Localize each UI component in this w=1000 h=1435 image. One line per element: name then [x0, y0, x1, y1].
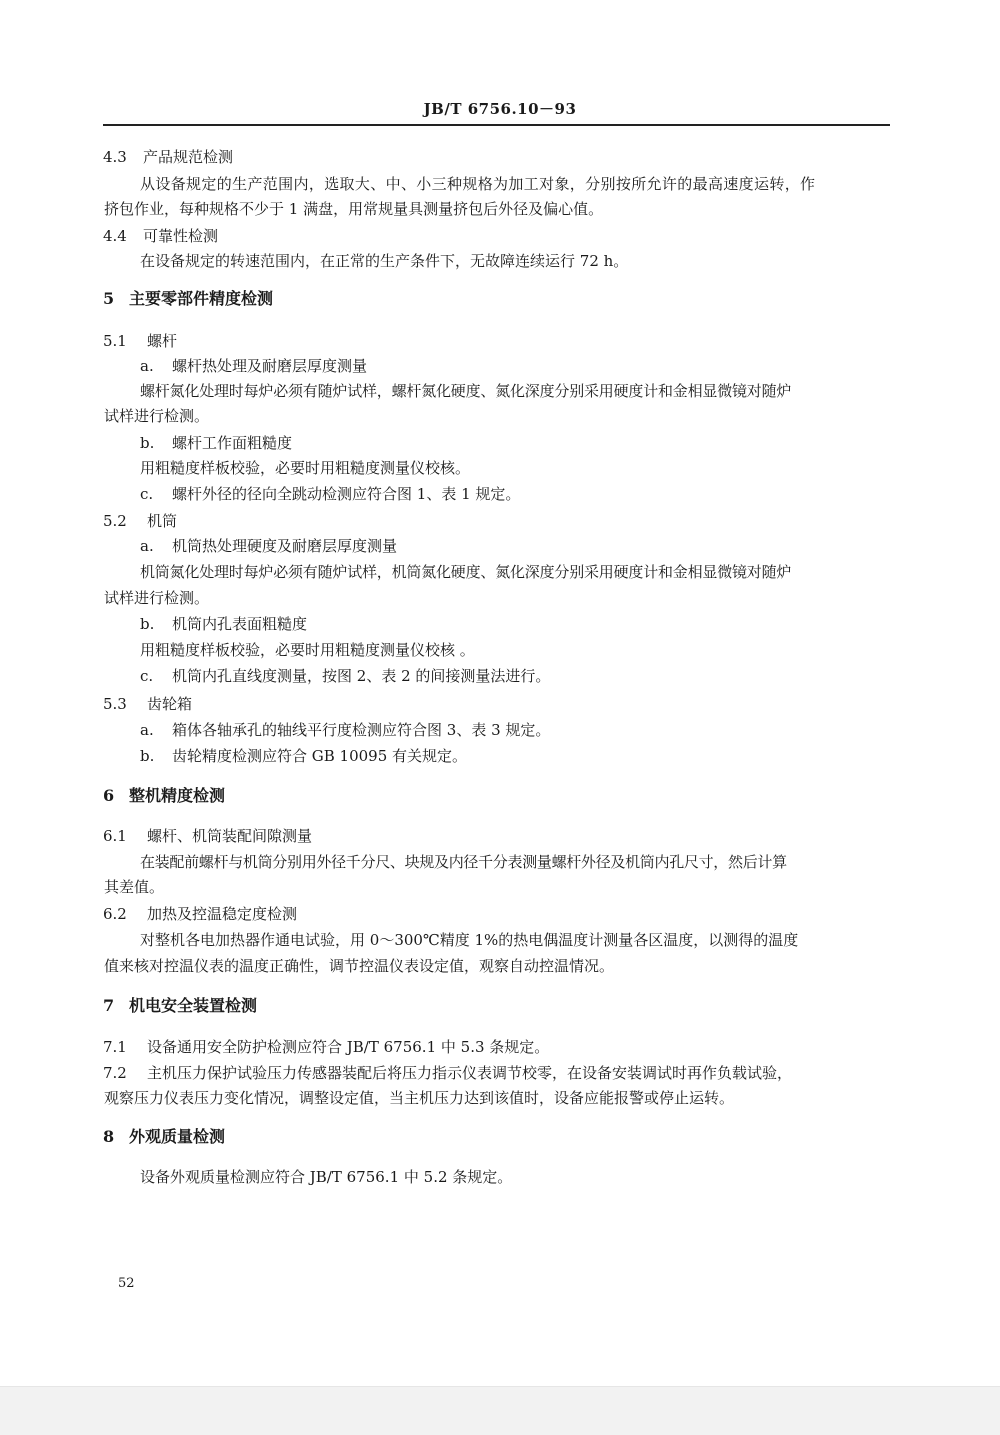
- chapter-title: 主要零部件精度检测: [129, 289, 274, 308]
- section-number: 4.3: [103, 148, 127, 166]
- chapter-title: 外观质量检测: [129, 1127, 226, 1146]
- section-number: 5.3: [103, 695, 127, 713]
- section-4-4-heading: [103, 226, 218, 246]
- subsection-5-3-b: [140, 746, 467, 766]
- item-marker: a.: [140, 721, 154, 739]
- paragraph: 螺杆氮化处理时每炉必须有随炉试样，螺杆氮化硬度、氮化深度分别采用硬度计和金相显微镜对随炉: [140, 382, 792, 400]
- section-text: 主机压力保护试验压力传感器装配后将压力指示仪表调节校零，在设备安装调试时再作负载试验，: [147, 1064, 793, 1082]
- paragraph: 设备外观质量检测应符合 JB/T 6756.1 中 5.2 条规定。: [140, 1168, 513, 1186]
- section-number: 7.1: [103, 1038, 127, 1056]
- item-marker: c.: [140, 667, 154, 685]
- section-number: 6.1: [103, 827, 127, 845]
- section-number: 4.4: [103, 227, 127, 245]
- chapter-6-heading: [103, 786, 225, 806]
- section-number: 5.2: [103, 512, 127, 530]
- subsection-5-2-b: [140, 614, 307, 634]
- section-5-1-heading: [103, 331, 177, 351]
- section-7-1: [103, 1037, 549, 1057]
- paragraph: 挤包作业，每种规格不少于 1 满盘，用常规量具测量挤包后外径及偏心值。: [104, 200, 604, 218]
- item-marker: a.: [140, 357, 154, 375]
- chapter-5-heading: [103, 289, 273, 309]
- paragraph: 观察压力仪表压力变化情况，调整设定值，当主机压力达到该值时，设备应能报警或停止运转。: [104, 1089, 735, 1107]
- paragraph: 试样进行检测。: [104, 407, 210, 425]
- viewer-bottom-band: [0, 1386, 1000, 1435]
- item-marker: b.: [140, 434, 155, 452]
- section-number: 6.2: [103, 905, 127, 923]
- item-title: 机筒内孔直线度测量，按图 2、表 2 的间接测量法进行。: [172, 667, 551, 685]
- page-number: 52: [118, 1276, 135, 1291]
- paragraph: 值来核对控温仪表的温度正确性，调节控温仪表设定值，观察自动控温情况。: [104, 957, 615, 975]
- paragraph: 从设备规定的生产范围内，选取大、中、小三种规格为加工对象，分别按所允许的最高速度运转，作: [140, 175, 816, 193]
- section-title: 齿轮箱: [147, 695, 193, 713]
- section-6-1-heading: [103, 826, 312, 846]
- header-rule: [103, 124, 890, 126]
- chapter-title: 整机精度检测: [129, 786, 226, 805]
- chapter-7-heading: [103, 996, 257, 1016]
- chapter-number: 7: [103, 996, 115, 1015]
- section-title: 螺杆: [147, 332, 178, 350]
- chapter-title: 机电安全装置检测: [129, 996, 258, 1015]
- paragraph: 用粗糙度样板校验，必要时用粗糙度测量仪校核 。: [140, 641, 475, 659]
- item-title: 机筒内孔表面粗糙度: [172, 615, 308, 633]
- item-title: 螺杆工作面粗糙度: [172, 434, 293, 452]
- section-title: 机筒: [147, 512, 178, 530]
- item-title: 箱体各轴承孔的轴线平行度检测应符合图 3、表 3 规定。: [172, 721, 551, 739]
- subsection-5-1-b: [140, 433, 292, 453]
- chapter-number: 5: [103, 289, 115, 308]
- paragraph: 对整机各电加热器作通电试验，用 0～300℃精度 1%的热电偶温度计测量各区温度，以测得的温度: [140, 931, 799, 949]
- paragraph: 用粗糙度样板校验，必要时用粗糙度测量仪校核。: [140, 459, 471, 477]
- paragraph: 试样进行检测。: [104, 589, 210, 607]
- section-5-3-heading: [103, 694, 192, 714]
- subsection-5-3-a: [140, 720, 550, 740]
- chapter-number: 8: [103, 1127, 115, 1146]
- section-title: 螺杆、机筒装配间隙测量: [147, 827, 313, 845]
- chapter-number: 6: [103, 786, 115, 805]
- item-title: 螺杆热处理及耐磨层厚度测量: [172, 357, 368, 375]
- page-header: JB/T 6756.10－93: [423, 100, 577, 118]
- subsection-5-1-c: [140, 484, 520, 504]
- item-title: 齿轮精度检测应符合 GB 10095 有关规定。: [172, 747, 468, 765]
- subsection-5-2-c: [140, 666, 550, 686]
- section-title: 加热及控温稳定度检测: [147, 905, 298, 923]
- item-title: 机筒热处理硬度及耐磨层厚度测量: [172, 537, 398, 555]
- section-5-2-heading: [103, 511, 177, 531]
- section-text: 设备通用安全防护检测应符合 JB/T 6756.1 中 5.3 条规定。: [147, 1038, 550, 1056]
- section-7-2: [103, 1063, 792, 1083]
- section-number: 5.1: [103, 332, 127, 350]
- chapter-8-heading: [103, 1127, 225, 1147]
- paragraph: 在设备规定的转速范围内，在正常的生产条件下，无故障连续运行 72 h。: [140, 252, 629, 270]
- item-marker: b.: [140, 615, 155, 633]
- item-marker: a.: [140, 537, 154, 555]
- section-title: 可靠性检测: [143, 227, 219, 245]
- section-6-2-heading: [103, 904, 297, 924]
- subsection-5-2-a: [140, 536, 397, 556]
- section-number: 7.2: [103, 1064, 127, 1082]
- paragraph: 机筒氮化处理时每炉必须有随炉试样，机筒氮化硬度、氮化深度分别采用硬度计和金相显微镜对随炉: [140, 563, 792, 581]
- subsection-5-1-a: [140, 356, 367, 376]
- item-marker: c.: [140, 485, 154, 503]
- paragraph: 在装配前螺杆与机筒分别用外径千分尺、块规及内径千分表测量螺杆外径及机筒内孔尺寸，然后计算: [140, 853, 787, 871]
- item-title: 螺杆外径的径向全跳动检测应符合图 1、表 1 规定。: [172, 485, 521, 503]
- item-marker: b.: [140, 747, 155, 765]
- section-title: 产品规范检测: [143, 148, 234, 166]
- section-4-3-heading: [103, 147, 233, 167]
- paragraph: 其差值。: [104, 878, 165, 896]
